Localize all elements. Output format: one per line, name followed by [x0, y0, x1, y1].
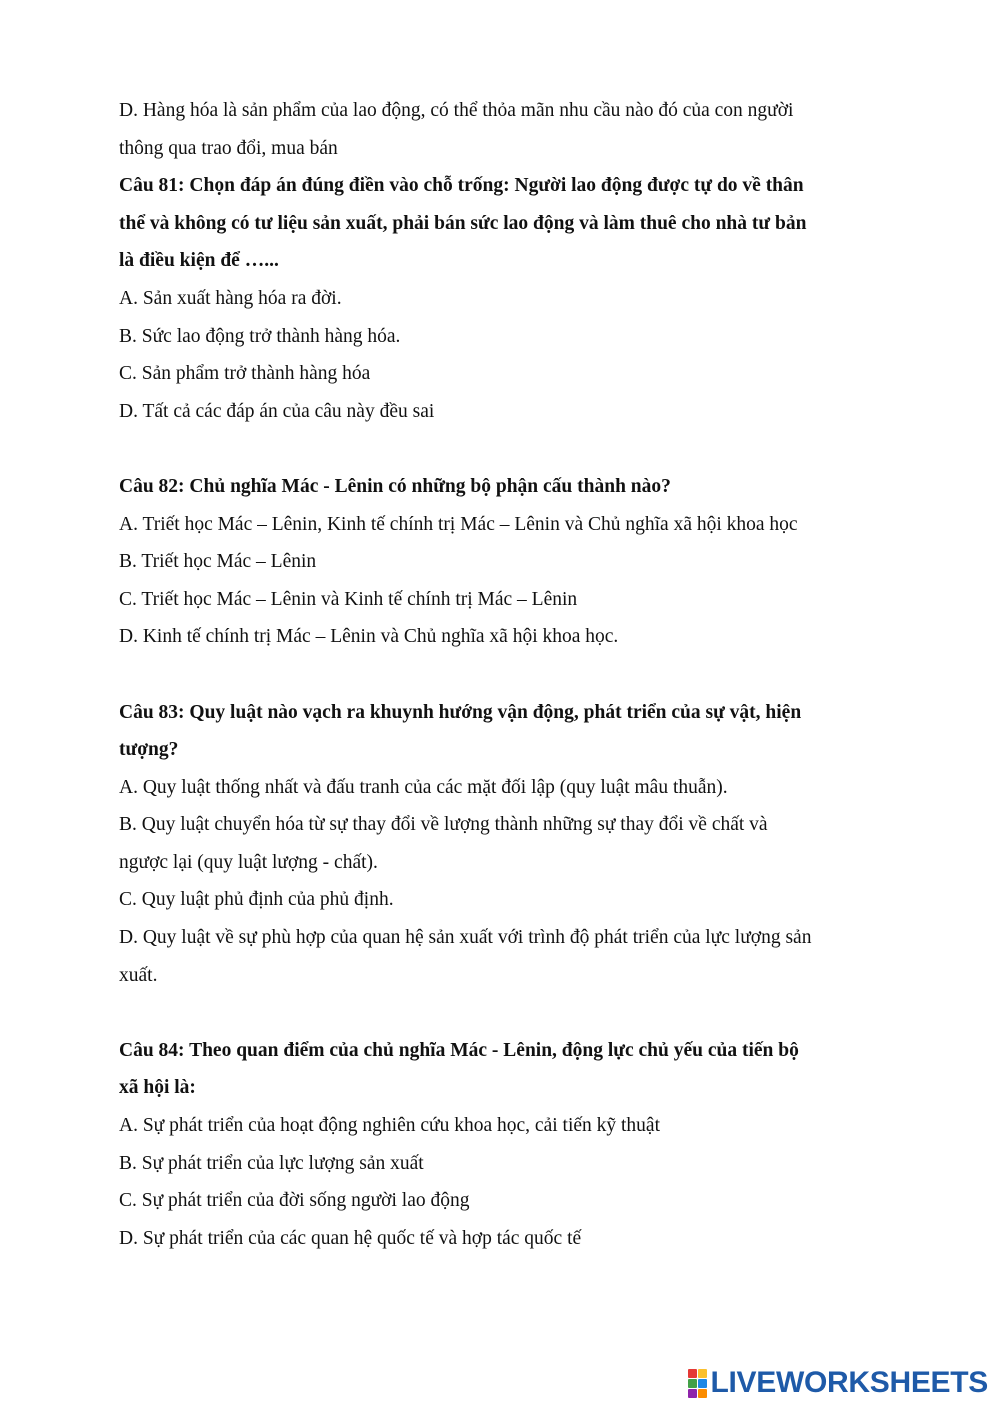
q81-question-line3: là điều kiện để …... [119, 250, 279, 272]
logo-text: LIVEWORKSHEETS [710, 1366, 988, 1399]
q82-option-b: B. Triết học Mác – Lênin [119, 551, 317, 573]
q81-question-line2: thể và không có tư liệu sản xuất, phải bán sức lao động và làm thuê cho nhà tư bản [119, 212, 807, 234]
q84-question-line1: Câu 84: Theo quan điểm của chủ nghĩa Mác - Lênin, động lực chủ yếu của tiến bộ [119, 1039, 799, 1061]
logo-mark-cell [698, 1379, 707, 1388]
q83-option-d-line1: D. Quy luật về sự phù hợp của quan hệ sản xuất với trình độ phát triển của lực lượng sản [119, 927, 812, 949]
worksheet-page [119, 92, 909, 1257]
spacer [119, 994, 909, 1032]
spacer [119, 656, 909, 694]
q81-option-c: C. Sản phẩm trở thành hàng hóa [119, 363, 371, 385]
q83-option-a: A. Quy luật thống nhất và đấu tranh của các mặt đối lập (quy luật mâu thuẫn). [119, 776, 728, 798]
spacer [119, 430, 909, 468]
q83-question-line2: tượng? [119, 739, 179, 761]
q81-option-b: B. Sức lao động trở thành hàng hóa. [119, 325, 401, 347]
q84-option-a: A. Sự phát triển của hoạt động nghiên cứu khoa học, cải tiến kỹ thuật [119, 1115, 661, 1137]
liveworksheets-logo [688, 1366, 989, 1400]
q82-option-a: A. Triết học Mác – Lênin, Kinh tế chính trị Mác – Lênin và Chủ nghĩa xã hội khoa học [119, 513, 798, 535]
q82-option-d: D. Kinh tế chính trị Mác – Lênin và Chủ nghĩa xã hội khoa học. [119, 626, 619, 648]
logo-mark-icon [688, 1369, 707, 1398]
q83-option-b-line2: ngược lại (quy luật lượng - chất). [119, 851, 378, 873]
q83-question-line1: Câu 83: Quy luật nào vạch ra khuynh hướng vận động, phát triển của sự vật, hiện [119, 701, 802, 723]
logo-mark-cell [688, 1389, 697, 1398]
logo-mark-cell [688, 1369, 697, 1378]
logo-mark-cell [698, 1389, 707, 1398]
q80-option-d-line2: thông qua trao đổi, mua bán [119, 137, 338, 159]
q84-option-b: B. Sự phát triển của lực lượng sản xuất [119, 1152, 424, 1174]
q81-option-a: A. Sản xuất hàng hóa ra đời. [119, 287, 342, 309]
logo-mark-cell [688, 1379, 697, 1388]
q83-option-c: C. Quy luật phủ định của phủ định. [119, 889, 394, 911]
q81-question-line1: Câu 81: Chọn đáp án đúng điền vào chỗ trống: Người lao động được tự do về thân [119, 175, 804, 197]
q80-option-d-line1: D. Hàng hóa là sản phẩm của lao động, có thể thỏa mãn nhu cầu nào đó của con người [119, 100, 794, 121]
q83-option-d-line2: xuất. [119, 964, 158, 986]
q84-option-d: D. Sự phát triển của các quan hệ quốc tế và hợp tác quốc tế [119, 1227, 582, 1249]
q84-question-line2: xã hội là: [119, 1077, 196, 1099]
logo-mark-cell [698, 1369, 707, 1378]
q82-question: Câu 82: Chủ nghĩa Mác - Lênin có những bộ phận cấu thành nào? [119, 475, 671, 497]
q83-option-b-line1: B. Quy luật chuyển hóa từ sự thay đổi về lượng thành những sự thay đổi về chất và [119, 814, 768, 836]
q82-option-c: C. Triết học Mác – Lênin và Kinh tế chính trị Mác – Lênin [119, 588, 578, 610]
q81-option-d: D. Tất cả các đáp án của câu này đều sai [119, 400, 435, 422]
q84-option-c: C. Sự phát triển của đời sống người lao động [119, 1190, 470, 1212]
